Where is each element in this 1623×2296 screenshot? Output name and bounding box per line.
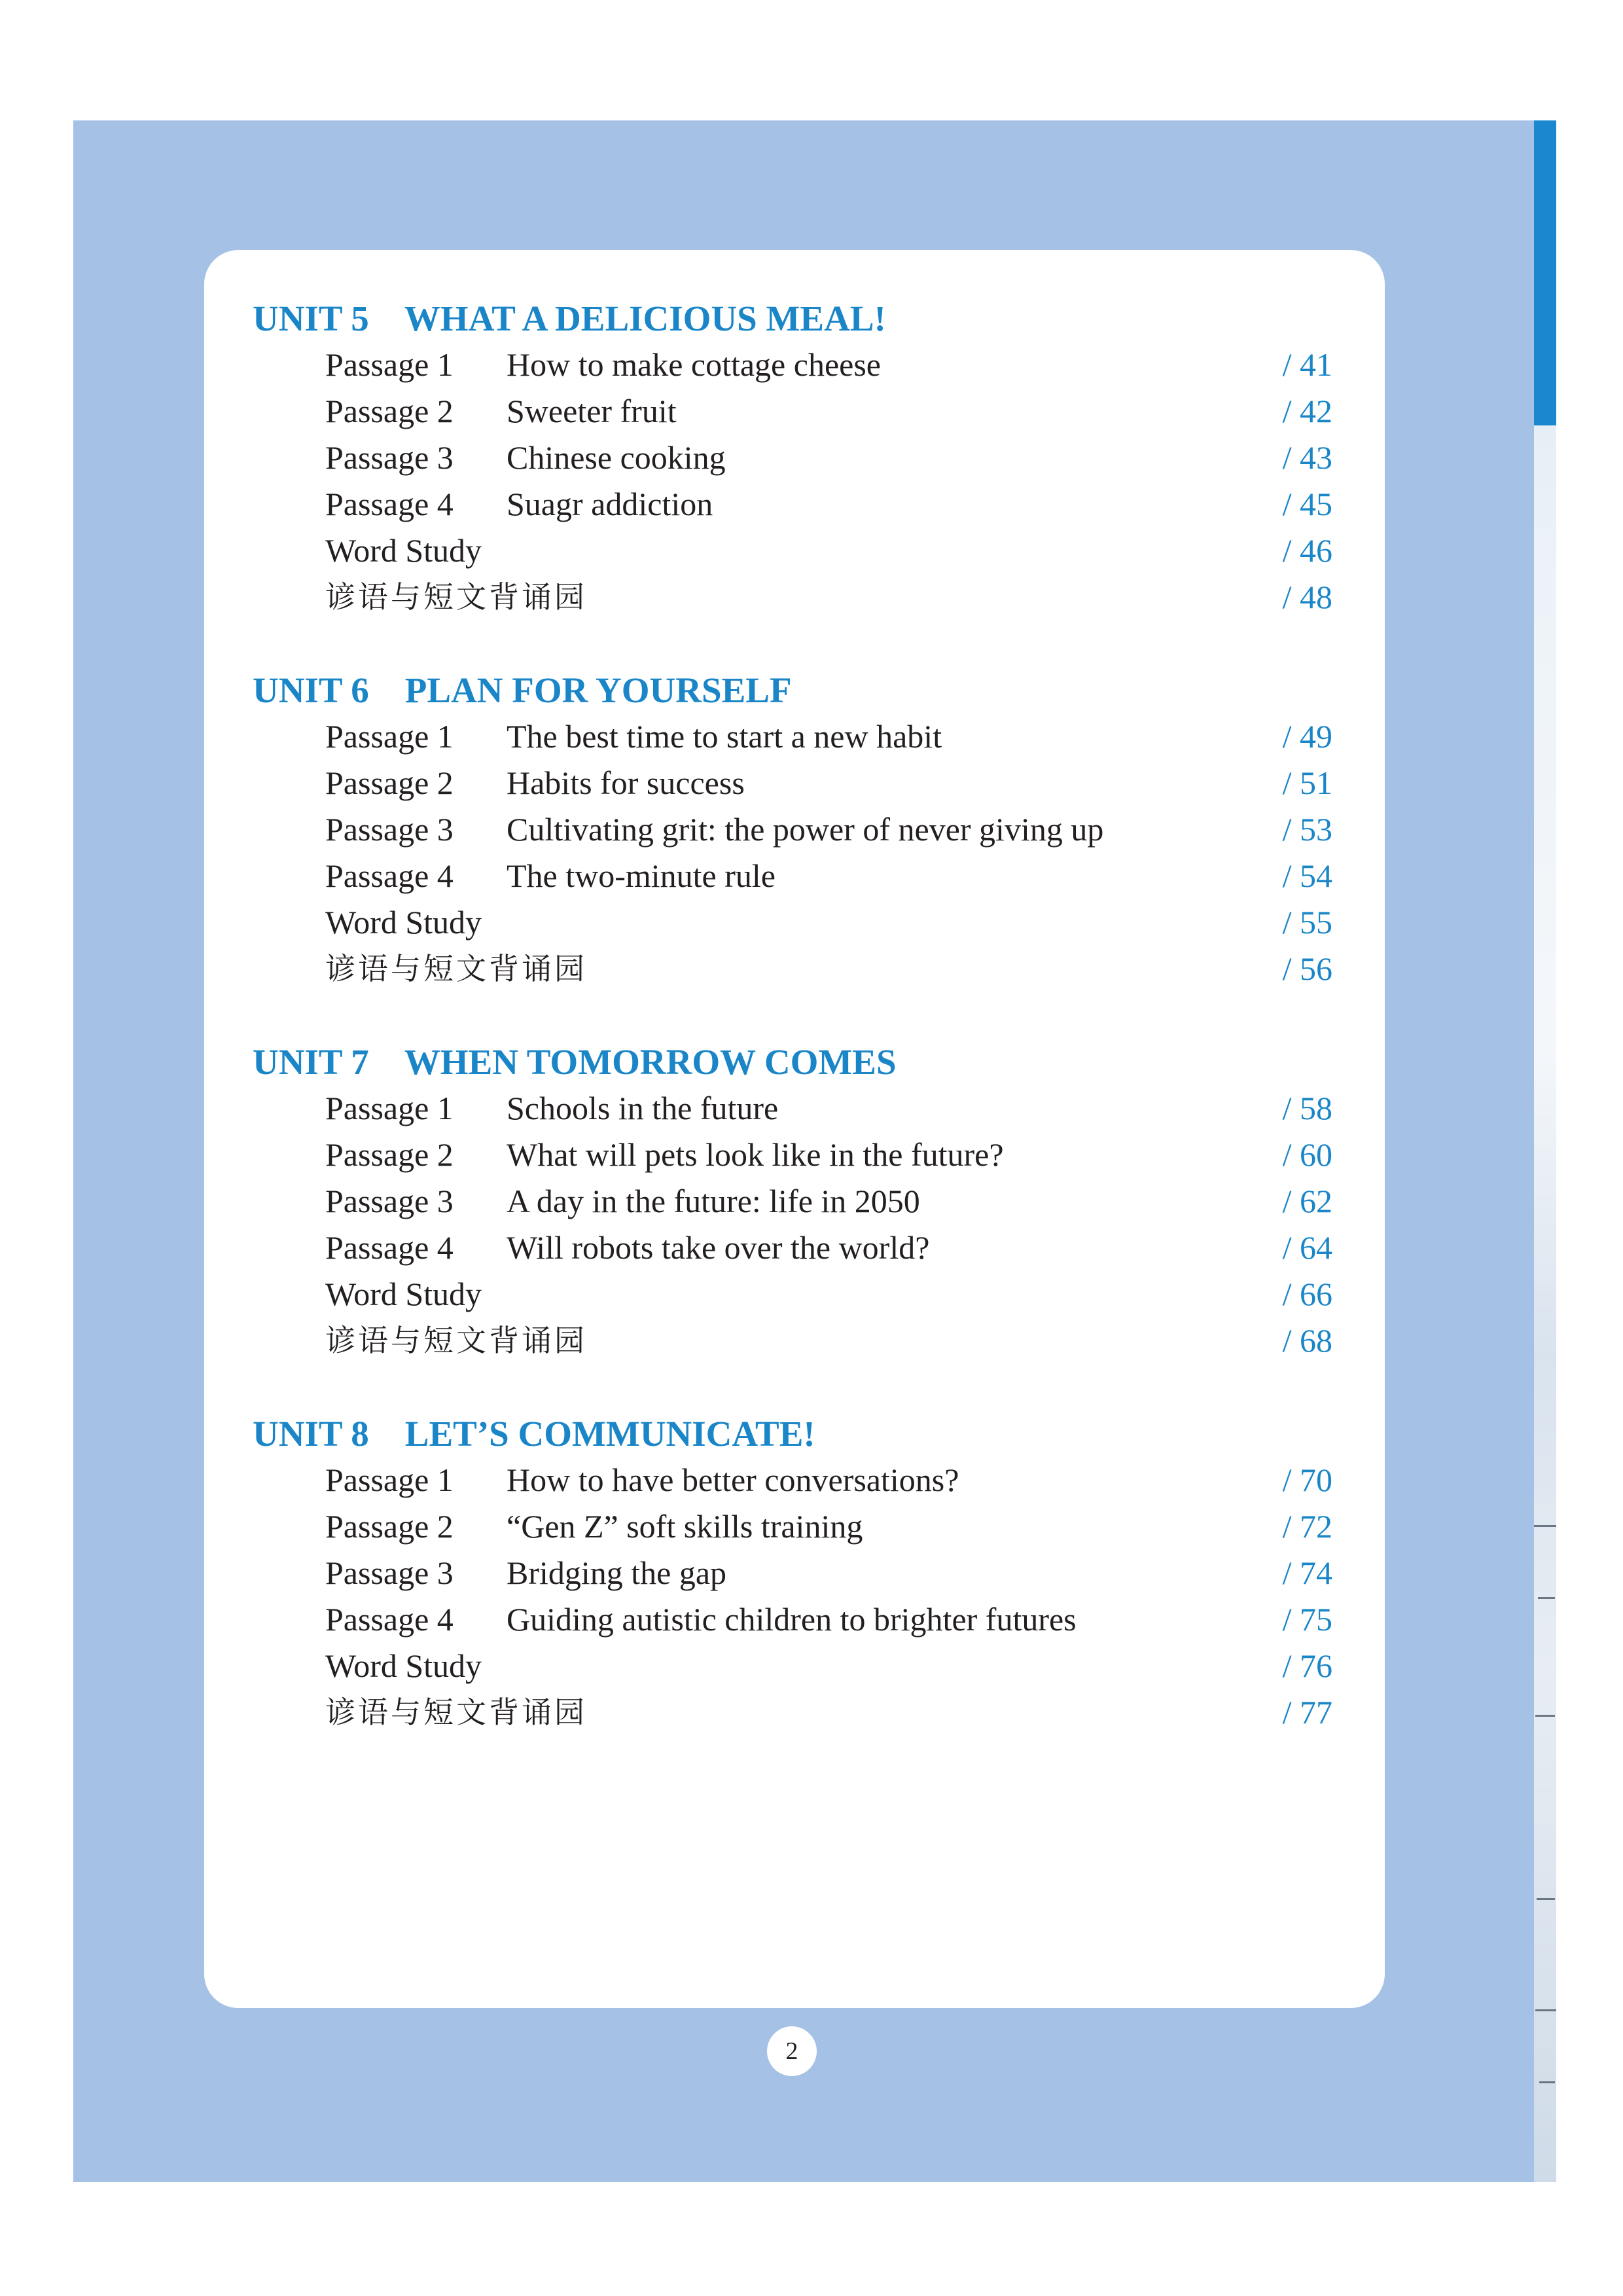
entry-label: 谚语与短文背诵园 — [325, 951, 587, 986]
sketch-decoration — [1537, 1898, 1555, 1900]
unit-section — [253, 668, 1332, 992]
unit-heading[interactable]: UNIT 7 WHEN TOMORROW COMES — [253, 1042, 897, 1082]
sketch-decoration — [1534, 1525, 1556, 1527]
toc-entry[interactable] — [253, 760, 1332, 806]
entry-page-number: / 68 — [1282, 1322, 1332, 1359]
entry-label: Passage 1 — [325, 718, 454, 755]
entry-page-number: / 76 — [1282, 1647, 1332, 1684]
entry-page-number: / 64 — [1282, 1229, 1332, 1266]
entry-page-number: / 43 — [1282, 439, 1332, 476]
entry-page-number: / 53 — [1282, 811, 1332, 848]
unit-heading[interactable]: UNIT 5 WHAT A DELICIOUS MEAL! — [253, 298, 886, 338]
toc-entry[interactable] — [253, 1503, 1332, 1550]
toc-entry[interactable] — [253, 342, 1332, 388]
entry-page-number: / 49 — [1282, 718, 1332, 755]
sketch-decoration — [1538, 1597, 1555, 1599]
entry-label: Word Study — [325, 904, 482, 941]
entry-label: Passage 3 — [325, 1183, 454, 1219]
entry-page-number: / 60 — [1282, 1136, 1332, 1173]
entry-label: Passage 3 — [325, 439, 454, 476]
toc-entry[interactable] — [253, 1689, 1332, 1736]
entry-page-number: / 48 — [1282, 579, 1332, 615]
entry-page-number: / 42 — [1282, 393, 1332, 429]
entry-label: 谚语与短文背诵园 — [325, 579, 587, 615]
entry-title: Suagr addiction — [507, 486, 713, 522]
toc-entry[interactable] — [253, 899, 1332, 946]
toc-entry[interactable] — [253, 1318, 1332, 1364]
entry-label: Passage 4 — [325, 1229, 454, 1266]
entry-label: Passage 1 — [325, 1462, 454, 1498]
toc-entry[interactable] — [253, 481, 1332, 528]
entry-label: Word Study — [325, 1647, 482, 1684]
entry-title: Cultivating grit: the power of never giving up — [507, 811, 1104, 848]
toc-entry[interactable] — [253, 574, 1332, 620]
toc-entry[interactable] — [253, 388, 1332, 435]
entry-page-number: / 41 — [1282, 346, 1332, 383]
toc-entry[interactable] — [253, 528, 1332, 574]
entry-label: 谚语与短文背诵园 — [325, 1695, 587, 1730]
entry-title: “Gen Z” soft skills training — [507, 1508, 863, 1545]
entry-title: A day in the future: life in 2050 — [507, 1183, 920, 1219]
toc-entry[interactable] — [253, 1457, 1332, 1503]
toc-entry[interactable] — [253, 946, 1332, 992]
entry-page-number: / 72 — [1282, 1508, 1332, 1545]
sketch-decoration — [1535, 1715, 1555, 1717]
page-number: 2 — [767, 2026, 817, 2076]
entry-page-number: / 62 — [1282, 1183, 1332, 1219]
entry-label: Passage 2 — [325, 1508, 454, 1545]
toc-entry[interactable] — [253, 1271, 1332, 1318]
entry-title: How to have better conversations? — [507, 1462, 959, 1498]
toc-entry[interactable] — [253, 1550, 1332, 1596]
entry-page-number: / 66 — [1282, 1276, 1332, 1312]
entry-title: The best time to start a new habit — [507, 718, 942, 755]
toc-entry[interactable] — [253, 435, 1332, 481]
table-of-contents-card — [204, 250, 1385, 2008]
entry-label: Passage 4 — [325, 486, 454, 522]
unit-heading[interactable]: UNIT 6 PLAN FOR YOURSELF — [253, 670, 792, 710]
entry-label: Passage 3 — [325, 811, 454, 848]
entry-label: Passage 1 — [325, 346, 454, 383]
entry-title: Guiding autistic children to brighter futures — [507, 1601, 1077, 1638]
chapter-side-tab — [1534, 120, 1556, 425]
entry-label: Passage 2 — [325, 764, 454, 801]
entry-label: Passage 4 — [325, 1601, 454, 1638]
side-illustration-strip — [1534, 120, 1556, 2182]
entry-title: Chinese cooking — [507, 439, 726, 476]
unit-section — [253, 1411, 1332, 1736]
entry-title: Sweeter fruit — [507, 393, 677, 429]
entry-page-number: / 70 — [1282, 1462, 1332, 1498]
entry-label: Word Study — [325, 532, 482, 569]
entry-title: How to make cottage cheese — [507, 346, 881, 383]
entry-title: The two-minute rule — [507, 857, 776, 894]
entry-label: Passage 2 — [325, 393, 454, 429]
toc-entry[interactable] — [253, 1596, 1332, 1643]
entry-label: Word Study — [325, 1276, 482, 1312]
unit-section — [253, 296, 1332, 620]
entry-page-number: / 56 — [1282, 950, 1332, 987]
entry-label: Passage 2 — [325, 1136, 454, 1173]
entry-page-number: / 77 — [1282, 1694, 1332, 1731]
entry-page-number: / 54 — [1282, 857, 1332, 894]
toc-entry[interactable] — [253, 713, 1332, 760]
entry-label: Passage 1 — [325, 1090, 454, 1126]
entry-page-number: / 46 — [1282, 532, 1332, 569]
entry-title: What will pets look like in the future? — [507, 1136, 1004, 1173]
entry-label: Passage 3 — [325, 1554, 454, 1591]
entry-page-number: / 74 — [1282, 1554, 1332, 1591]
entry-title: Bridging the gap — [507, 1554, 727, 1591]
entry-label: Passage 4 — [325, 857, 454, 894]
toc-entry[interactable] — [253, 806, 1332, 853]
sketch-decoration — [1539, 2081, 1555, 2083]
toc-entry[interactable] — [253, 853, 1332, 899]
entry-page-number: / 75 — [1282, 1601, 1332, 1638]
toc-entry[interactable] — [253, 1178, 1332, 1225]
toc-entry[interactable] — [253, 1643, 1332, 1689]
unit-section — [253, 1039, 1332, 1364]
sketch-decoration — [1535, 2009, 1556, 2011]
entry-page-number: / 58 — [1282, 1090, 1332, 1126]
toc-entry[interactable] — [253, 1225, 1332, 1271]
entry-page-number: / 45 — [1282, 486, 1332, 522]
entry-title: Will robots take over the world? — [507, 1229, 930, 1266]
entry-title: Schools in the future — [507, 1090, 779, 1126]
toc-entry[interactable] — [253, 1132, 1332, 1178]
entry-label: 谚语与短文背诵园 — [325, 1323, 587, 1358]
unit-heading[interactable]: UNIT 8 LET’S COMMUNICATE! — [253, 1414, 815, 1454]
toc-entry[interactable] — [253, 1085, 1332, 1132]
entry-page-number: / 51 — [1282, 764, 1332, 801]
entry-title: Habits for success — [507, 764, 745, 801]
entry-page-number: / 55 — [1282, 904, 1332, 941]
